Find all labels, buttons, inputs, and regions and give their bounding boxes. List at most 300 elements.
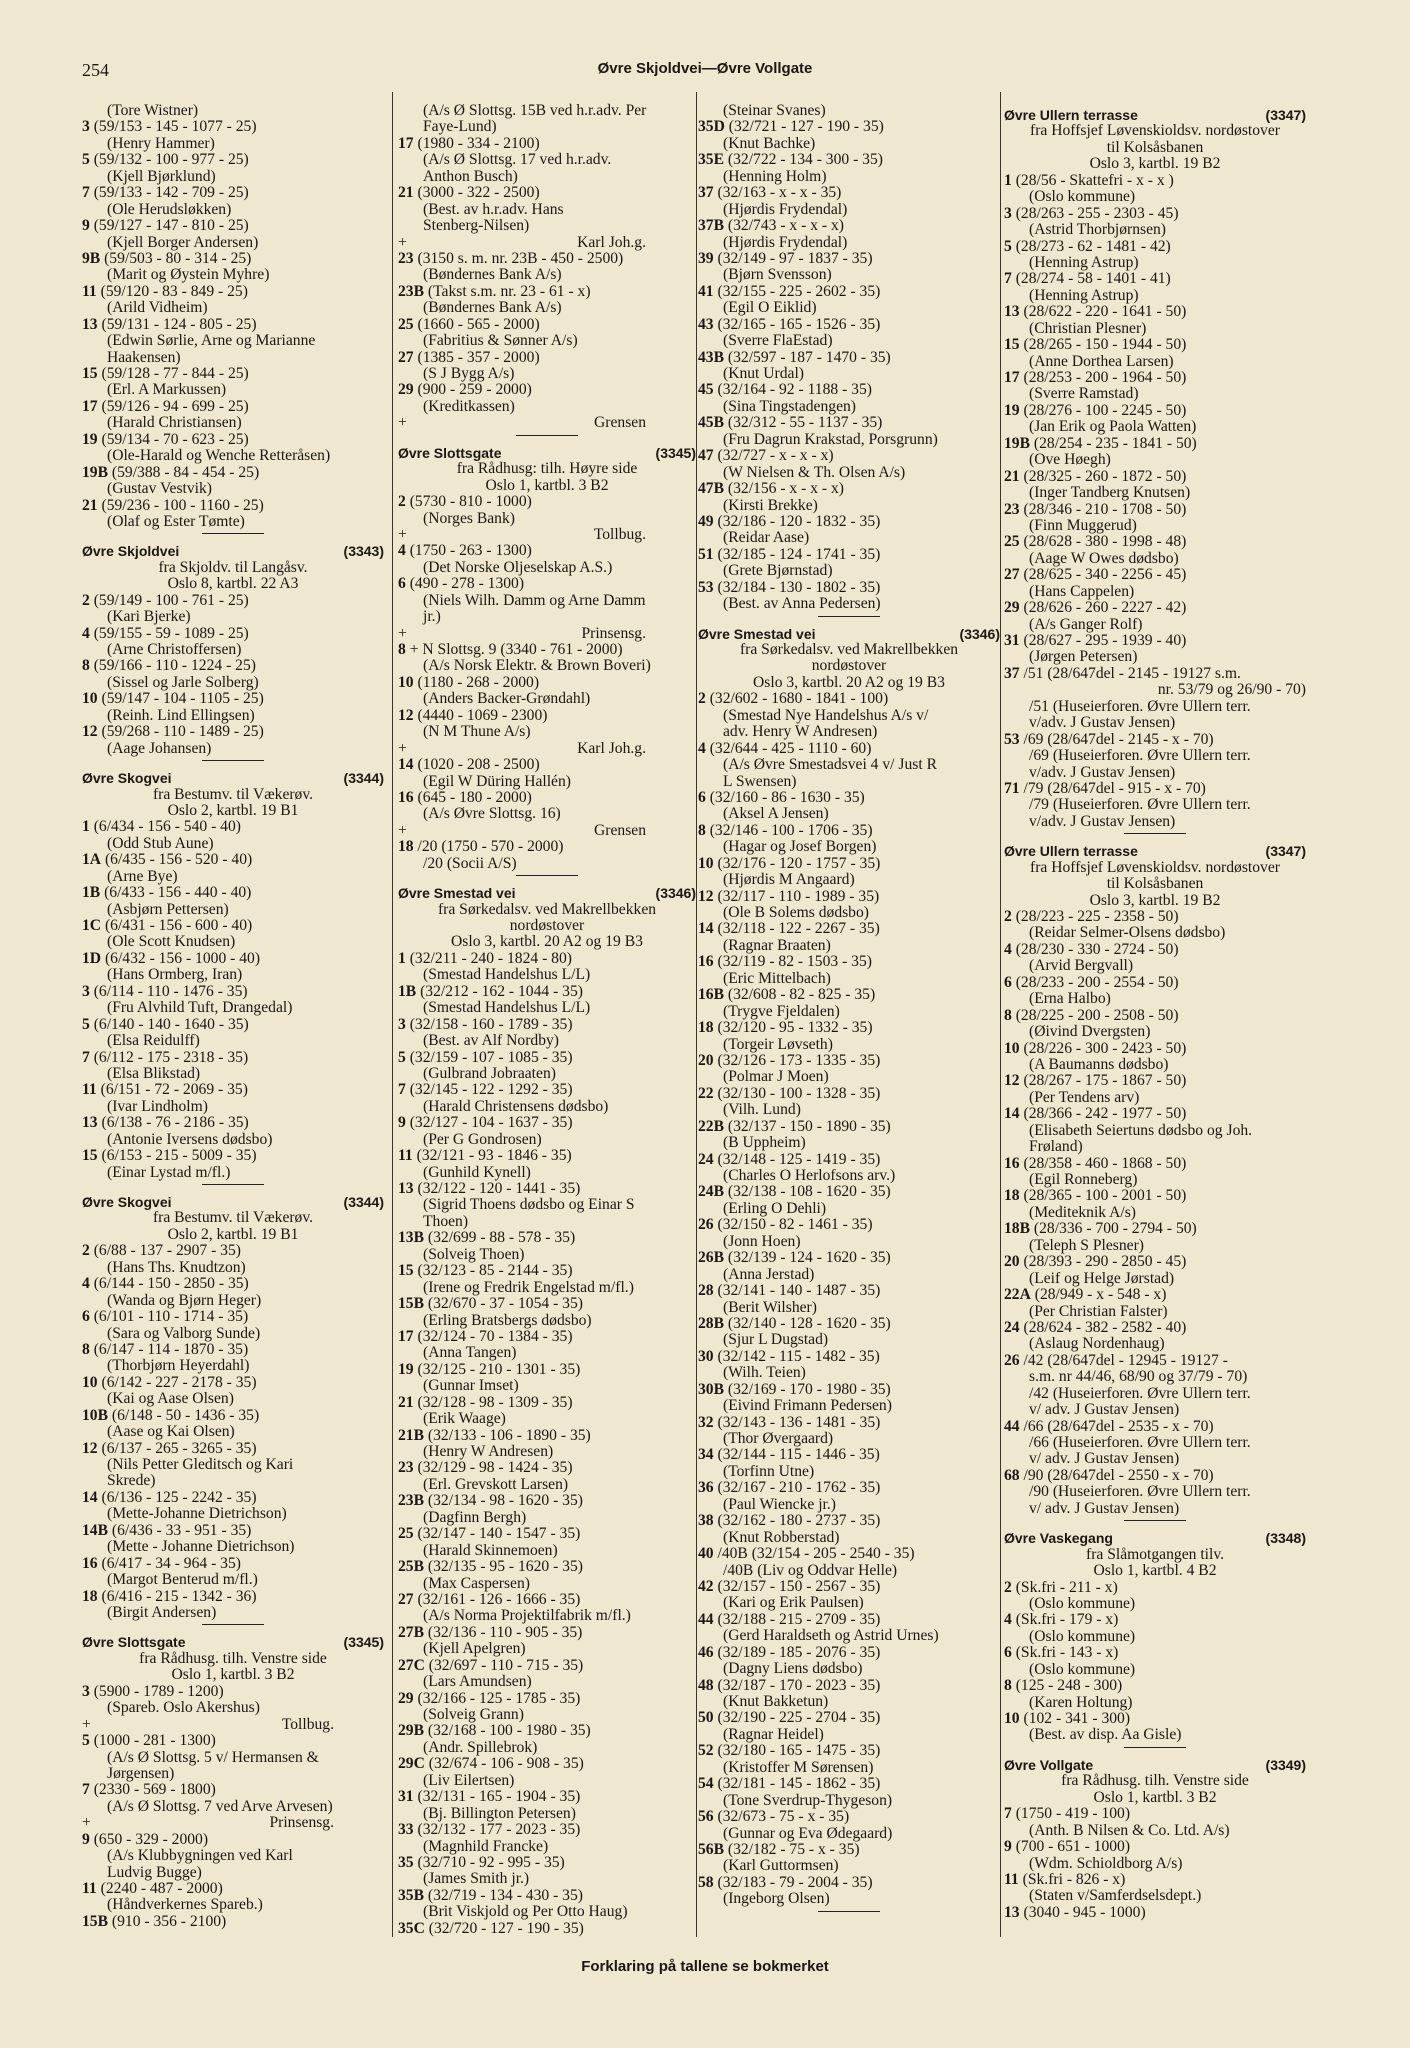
- house-number: 44: [1004, 1418, 1020, 1435]
- property-record: (5900 - 1789 - 1200): [93, 1683, 224, 1700]
- owner-line: v/ adv. J Gustav Jensen): [1029, 1451, 1180, 1468]
- house-number: 58: [698, 1874, 714, 1891]
- owner-line: (Reidar Selmer-Olsens dødsbo): [1029, 925, 1226, 942]
- address-entry: [698, 1776, 1000, 1792]
- owner-line: (Aksel A Jensen): [723, 806, 829, 823]
- address-entry: [82, 1342, 384, 1358]
- address-entry: [698, 1513, 1000, 1529]
- address-entry: [398, 1822, 696, 1838]
- cross-street-name: Grensen: [594, 415, 646, 432]
- street-heading: [398, 885, 696, 901]
- property-record: (28/393 - 290 - 2850 - 45): [1023, 1254, 1187, 1271]
- owner-line: (A/s Ø Slottsg. 15B ved h.r.adv. Per: [423, 103, 647, 119]
- house-number: 18: [698, 1020, 714, 1037]
- house-number: 43: [698, 316, 714, 333]
- property-record: (32/182 - 75 - x - 35): [727, 1841, 860, 1858]
- house-number: 23: [398, 1460, 414, 1477]
- house-number: 2: [82, 1243, 90, 1260]
- owner-line: (N M Thune A/s): [423, 724, 531, 741]
- owner-line: (A/s Ø Slottsg. 7 ved Arve Arvesen): [107, 1798, 333, 1815]
- property-record: (28/627 - 295 - 1939 - 40): [1023, 633, 1187, 650]
- owner-line: (Aslaug Nordenhaug): [1029, 1336, 1165, 1353]
- property-record: (6/416 - 215 - 1342 - 36): [101, 1588, 257, 1605]
- owner-line: (Spareb. Oslo Akershus): [107, 1700, 260, 1717]
- address-entry: [398, 1658, 696, 1674]
- owner-line: (Oslo kommune): [1029, 1595, 1136, 1612]
- property-record: (32/143 - 136 - 1481 - 35): [717, 1414, 881, 1431]
- section-rule: [1124, 1747, 1186, 1748]
- property-record: (6/435 - 156 - 520 - 40): [104, 852, 253, 869]
- owner-line: (Vilh. Lund): [723, 1102, 801, 1119]
- house-number: 37B: [698, 218, 724, 235]
- property-record: (32/312 - 55 - 1137 - 35): [727, 415, 883, 432]
- property-record: (6/147 - 114 - 1870 - 35): [93, 1341, 249, 1358]
- street-name: Øvre Skogvei: [82, 1194, 172, 1211]
- owner-line: (Magnhild Francke): [423, 1838, 549, 1855]
- property-record: (6/436 - 33 - 951 - 35): [111, 1522, 252, 1539]
- address-entry: [698, 1579, 1000, 1595]
- house-number: 30: [698, 1348, 714, 1365]
- property-record: (32/121 - 93 - 1846 - 35): [416, 1148, 572, 1165]
- owner-line: (Karl Guttormsen): [723, 1858, 839, 1875]
- address-entry: [698, 1743, 1000, 1759]
- house-number: 12: [1004, 1073, 1020, 1090]
- house-number: 6: [398, 576, 406, 593]
- owner-line: (Sina Tingstadengen): [723, 398, 856, 415]
- section-rule: [516, 435, 578, 436]
- house-number: 8: [698, 822, 706, 839]
- house-number: 36: [698, 1480, 714, 1497]
- property-record: /66 (28/647del - 2535 - x - 70): [1023, 1418, 1214, 1435]
- address-entry: [698, 547, 1000, 563]
- owner-line: (Marit og Øystein Myhre): [107, 267, 270, 284]
- house-number: 14: [398, 757, 414, 774]
- property-record: (28/226 - 300 - 2423 - 50): [1023, 1040, 1187, 1057]
- house-number: 45: [698, 382, 714, 399]
- cross-street: [398, 823, 696, 839]
- address-entry: [398, 1789, 696, 1805]
- street-description: fra Slåmotgangen tilv.: [1086, 1546, 1224, 1563]
- address-entry: [398, 494, 696, 510]
- street-description: Oslo 3, kartbl. 20 A2 og 19 B3: [451, 934, 643, 951]
- street-description: Oslo 3, kartbl. 19 B2: [1089, 892, 1221, 909]
- house-number: 35D: [698, 119, 725, 136]
- owner-line: (Kirsti Brekke): [723, 497, 818, 514]
- owner-line: (Fabritius & Sønner A/s): [423, 333, 578, 350]
- owner-line: (Aage Johansen): [107, 740, 212, 757]
- address-entry: [82, 1881, 384, 1897]
- property-record: (6/138 - 76 - 2186 - 35): [101, 1115, 249, 1132]
- address-entry: [398, 951, 696, 967]
- house-number: 16: [82, 1555, 98, 1572]
- house-number: 52: [698, 1743, 714, 1760]
- address-entry: [698, 1447, 1000, 1463]
- property-record: (59/388 - 84 - 454 - 25): [111, 464, 260, 481]
- continuation-line: nr. 53/79 og 26/90 - 70): [1157, 682, 1306, 699]
- property-record: (6/151 - 72 - 2069 - 35): [100, 1082, 248, 1099]
- property-record: (125 - 248 - 300): [1015, 1678, 1123, 1695]
- house-number: 20: [698, 1052, 714, 1069]
- owner-line: (Sara og Valborg Sunde): [107, 1325, 261, 1342]
- property-record: (59/127 - 147 - 810 - 25): [93, 218, 249, 235]
- property-record: (32/166 - 125 - 1785 - 35): [417, 1690, 581, 1707]
- house-number: 1D: [82, 950, 102, 967]
- property-record: (28/253 - 200 - 1964 - 50): [1023, 370, 1187, 387]
- property-record: (6/101 - 110 - 1714 - 35): [93, 1309, 249, 1326]
- address-entry: [82, 1082, 384, 1098]
- address-entry: [82, 1490, 384, 1506]
- house-number: 13: [82, 1115, 98, 1132]
- house-number: 29C: [398, 1756, 425, 1773]
- house-number: 8: [82, 658, 90, 675]
- address-entry: [1004, 239, 1306, 255]
- owner-line: (Aage W Owes dødsbo): [1029, 550, 1179, 567]
- address-entry: [698, 185, 1000, 201]
- owner-line: (Knut Bachke): [723, 135, 816, 152]
- plus-sign: +: [398, 526, 407, 543]
- address-entry: [1004, 1678, 1306, 1694]
- house-number: 11: [82, 283, 97, 300]
- house-number: 19: [82, 431, 98, 448]
- owner-line: Ludvig Bugge): [107, 1864, 202, 1881]
- address-entry: [698, 691, 1000, 707]
- owner-line: (Per Christian Falster): [1029, 1303, 1168, 1320]
- property-record: (32/136 - 110 - 905 - 35): [427, 1624, 583, 1641]
- street-description: fra Sørkedalsv. ved Makrellbekken: [437, 901, 657, 918]
- property-record: (32/140 - 128 - 1620 - 35): [727, 1315, 891, 1332]
- address-entry: [698, 954, 1000, 970]
- house-number: 29: [1004, 600, 1020, 617]
- house-number: 3: [1004, 205, 1012, 222]
- owner-line: (Fru Dagrun Krakstad, Porsgrunn): [723, 431, 938, 448]
- house-number: 22: [698, 1085, 714, 1102]
- address-entry: [82, 951, 384, 967]
- house-number: 11: [1004, 1872, 1019, 1888]
- property-record: (32/148 - 125 - 1419 - 35): [717, 1151, 881, 1168]
- street-code: (3346): [959, 625, 1000, 642]
- property-record: (6/433 - 156 - 440 - 40): [104, 885, 252, 902]
- street-name: Øvre Slottsgate: [82, 1634, 186, 1651]
- house-number: 6: [1004, 1645, 1012, 1662]
- house-number: 28B: [698, 1315, 724, 1332]
- owner-line: Faye-Lund): [423, 119, 497, 136]
- column-4: [1004, 103, 1306, 1921]
- owner-line: (Kari Bjerke): [107, 609, 191, 626]
- street-name: Øvre Ullern terrasse: [1004, 843, 1138, 860]
- house-number: 3: [82, 983, 90, 1000]
- address-entry: [82, 885, 384, 901]
- cross-street: [398, 626, 696, 642]
- address-entry: [398, 382, 696, 398]
- address-entry: [398, 1017, 696, 1033]
- address-entry: [1004, 942, 1306, 958]
- property-record: (59/268 - 110 - 1489 - 25): [101, 724, 264, 741]
- address-entry: [82, 918, 384, 934]
- owner-line: L Swensen): [723, 773, 797, 790]
- address-entry: [398, 1526, 696, 1542]
- house-number: 8: [82, 1341, 90, 1358]
- property-record: (32/190 - 225 - 2704 - 35): [717, 1710, 881, 1727]
- address-entry: [698, 1415, 1000, 1431]
- owner-line: (Niels Wilh. Damm og Arne Damm: [423, 592, 646, 609]
- house-number: 1C: [82, 918, 102, 935]
- house-number: 17: [1004, 370, 1020, 387]
- address-entry: [698, 152, 1000, 168]
- property-record: (Sk.fri - 143 - x): [1015, 1645, 1119, 1662]
- owner-line: (Jørgen Petersen): [1029, 649, 1138, 666]
- owner-line: (Gerd Haraldseth og Astrid Urnes): [723, 1628, 939, 1645]
- owner-line: (Håndverkernes Spareb.): [107, 1897, 263, 1914]
- owner-line: /79 (Huseierforen. Øvre Ullern terr.: [1029, 797, 1251, 814]
- property-record: (32/697 - 110 - 715 - 35): [428, 1657, 584, 1674]
- address-entry: [698, 1316, 1000, 1332]
- house-number: 18: [398, 839, 414, 856]
- address-entry: [82, 1115, 384, 1131]
- house-number: 13: [1004, 304, 1020, 321]
- owner-line: (Eric Mittelbach): [723, 970, 831, 987]
- house-number: 16: [1004, 1155, 1020, 1172]
- property-record: (6/140 - 140 - 1640 - 35): [93, 1016, 249, 1033]
- street-description: nordøstover: [509, 918, 585, 935]
- address-entry: [1004, 1156, 1306, 1172]
- owner-line: (Birgit Andersen): [107, 1604, 217, 1621]
- owner-line: (Oslo kommune): [1029, 1628, 1136, 1645]
- owner-line: (Harald Skinnemoen): [423, 1542, 558, 1559]
- owner-line: (Elsa Reidulff): [107, 1033, 200, 1050]
- owner-line: (Smestad Handelshus L/L): [423, 1000, 591, 1017]
- house-number: 23: [398, 250, 414, 267]
- house-number: 21: [1004, 468, 1020, 485]
- owner-line: (Anders Backer-Grøndahl): [423, 691, 591, 708]
- address-entry: [82, 852, 384, 868]
- owner-line: (Gunnar Imset): [423, 1378, 519, 1395]
- address-entry: [1004, 1839, 1306, 1855]
- house-number: 1: [398, 950, 406, 967]
- address-entry: [698, 1283, 1000, 1299]
- house-number: 15B: [398, 1296, 424, 1313]
- house-number: 14: [82, 1489, 98, 1506]
- owner-line: (Hagar og Josef Borgen): [723, 839, 877, 856]
- owner-line: (Thor Øvergaard): [723, 1431, 834, 1448]
- property-record: (900 - 259 - 2000): [417, 382, 532, 399]
- address-entry: [698, 1250, 1000, 1266]
- plus-sign: +: [398, 415, 407, 432]
- house-number: 7: [398, 1082, 406, 1099]
- property-record: (6/88 - 137 - 2907 - 35): [93, 1243, 241, 1260]
- owner-line: (Sigrid Thoens dødsbo og Einar S: [423, 1197, 635, 1214]
- house-number: 35C: [398, 1920, 425, 1937]
- owner-line: (Bjørn Svensson): [723, 267, 832, 284]
- house-number: 35E: [698, 152, 724, 169]
- house-number: 31: [1004, 633, 1020, 650]
- house-number: 27: [398, 1591, 414, 1608]
- owner-line: (Christian Plesner): [1029, 320, 1147, 337]
- owner-line: (Erling Bratsbergs dødsbo): [423, 1312, 592, 1329]
- house-number: 50: [698, 1710, 714, 1727]
- house-number: 5: [398, 1049, 406, 1066]
- house-number: 24B: [698, 1184, 724, 1201]
- property-record: (28/274 - 58 - 1401 - 41): [1015, 271, 1171, 288]
- property-record: (59/133 - 142 - 709 - 25): [93, 185, 249, 202]
- address-entry: [82, 399, 384, 415]
- owner-line: (Torgeir Løvseth): [723, 1036, 833, 1053]
- property-record: (28/346 - 210 - 1708 - 50): [1023, 501, 1187, 518]
- owner-line: v/ adv. J Gustav Jensen): [1029, 1500, 1180, 1517]
- address-entry: [82, 284, 384, 300]
- owner-line: (Mette - Johanne Dietrichson): [107, 1539, 295, 1556]
- owner-line: /51 (Huseierforen. Øvre Ullern terr.: [1029, 698, 1251, 715]
- property-record: (32/181 - 145 - 1862 - 35): [717, 1776, 881, 1793]
- house-number: 1: [1004, 172, 1012, 189]
- property-record: (32/129 - 98 - 1424 - 35): [417, 1460, 573, 1477]
- house-number: 12: [398, 707, 414, 724]
- house-number: 51: [698, 546, 714, 563]
- column-divider: [392, 92, 393, 1937]
- owner-line: (Wilh. Teien): [723, 1365, 806, 1382]
- property-record: (28/358 - 460 - 1868 - 50): [1023, 1155, 1187, 1172]
- address-entry: [82, 1375, 384, 1391]
- property-record: (59/166 - 110 - 1224 - 25): [93, 658, 256, 675]
- address-entry: [698, 317, 1000, 333]
- address-entry: [398, 1296, 696, 1312]
- house-number: 10: [398, 674, 414, 691]
- address-entry: [82, 251, 384, 267]
- address-entry: [398, 1148, 696, 1164]
- address-entry: [1004, 909, 1306, 925]
- address-entry: [82, 1017, 384, 1033]
- owner-line: (A Baumanns dødsbo): [1029, 1056, 1169, 1073]
- house-number: 19: [1004, 402, 1020, 419]
- address-entry: [82, 658, 384, 674]
- owner-line: (Jonn Hoen): [723, 1233, 801, 1250]
- owner-line: (Reidar Aase): [723, 530, 810, 547]
- owner-line: (W Nielsen & Th. Olsen A/s): [723, 464, 906, 481]
- address-entry: [698, 1382, 1000, 1398]
- address-entry: [1004, 633, 1306, 649]
- property-record: (2330 - 569 - 1800): [93, 1782, 216, 1799]
- house-number: 25: [1004, 534, 1020, 551]
- owner-line: (Best. av Anna Pedersen): [723, 596, 881, 613]
- street-heading: [82, 770, 384, 786]
- property-record: (32/128 - 98 - 1309 - 35): [417, 1394, 573, 1411]
- address-entry: [1004, 1353, 1306, 1369]
- property-record: (59/131 - 124 - 805 - 25): [101, 316, 257, 333]
- property-record: (3000 - 322 - 2500): [417, 185, 540, 202]
- address-entry: [1004, 1221, 1306, 1237]
- owner-line: (Wdm. Schioldborg A/s): [1029, 1855, 1183, 1872]
- owner-line: (Ole Scott Knudsen): [107, 934, 236, 951]
- owner-line: (Ove Høegh): [1029, 452, 1111, 469]
- owner-line: (Knut Robberstad): [723, 1529, 840, 1546]
- property-record: (28/628 - 380 - 1998 - 48): [1023, 534, 1187, 551]
- owner-line: Stenberg-Nilsen): [423, 218, 530, 235]
- property-record: (32/159 - 107 - 1085 - 35): [409, 1049, 573, 1066]
- property-record: (1000 - 281 - 1300): [93, 1733, 216, 1750]
- address-entry: [398, 790, 696, 806]
- address-entry: [1004, 1188, 1306, 1204]
- property-record: (28/267 - 175 - 1867 - 50): [1023, 1073, 1187, 1090]
- owner-line: (Tone Sverdrup-Thygeson): [723, 1792, 893, 1809]
- house-number: 15: [398, 1263, 414, 1280]
- house-number: 1: [82, 819, 90, 836]
- address-entry: [398, 1115, 696, 1131]
- house-number: 11: [82, 1082, 97, 1099]
- house-number: 1A: [82, 852, 102, 869]
- house-number: 41: [698, 283, 714, 300]
- address-entry: [398, 1082, 696, 1098]
- address-entry: [82, 317, 384, 333]
- house-number: 7: [82, 185, 90, 202]
- address-entry: [1004, 975, 1306, 991]
- address-entry: [698, 1020, 1000, 1036]
- house-number: 5: [82, 152, 90, 169]
- address-entry: [82, 1782, 384, 1798]
- address-entry: [398, 1691, 696, 1707]
- owner-line: (Hjørdis M Angaard): [723, 872, 855, 889]
- property-record: (28/233 - 200 - 2554 - 50): [1015, 974, 1179, 991]
- street-description: Oslo 1, kartbl. 4 B2: [1093, 1563, 1217, 1580]
- address-entry: [1004, 600, 1306, 616]
- address-entry: [1004, 1320, 1306, 1336]
- address-entry: [398, 708, 696, 724]
- owner-line: (Sverre Ramstad): [1029, 386, 1139, 403]
- property-record: (1750 - 419 - 100): [1015, 1806, 1131, 1823]
- owner-line: (Erling O Dehli): [723, 1200, 827, 1217]
- owner-line: (Steinar Svanes): [723, 103, 826, 119]
- address-entry: [82, 691, 384, 707]
- address-entry: [398, 757, 696, 773]
- house-number: 18: [1004, 1188, 1020, 1205]
- address-entry: [698, 1809, 1000, 1825]
- property-record: (1385 - 357 - 2000): [417, 349, 540, 366]
- property-record: (32/160 - 86 - 1630 - 35): [709, 789, 865, 806]
- property-record: (28/276 - 100 - 2245 - 50): [1023, 402, 1187, 419]
- property-record: (32/602 - 1680 - 1841 - 100): [709, 691, 889, 708]
- owner-line: (Elsa Blikstad): [107, 1065, 201, 1082]
- property-record: (6/136 - 125 - 2242 - 35): [101, 1489, 257, 1506]
- owner-line: (Anth. B Nilsen & Co. Ltd. A/s): [1029, 1822, 1230, 1839]
- house-number: 40: [698, 1546, 714, 1563]
- owner-line: (Egil Ronneberg): [1029, 1172, 1138, 1189]
- property-record: (32/145 - 122 - 1292 - 35): [409, 1082, 573, 1099]
- column-3: [698, 103, 1000, 1921]
- owner-line: (B Uppheim): [723, 1135, 806, 1152]
- owner-line: Jørgensen): [107, 1765, 175, 1782]
- owner-line: (Harald Christensens dødsbo): [423, 1098, 609, 1115]
- house-number: 6: [82, 1309, 90, 1326]
- address-entry: [698, 1152, 1000, 1168]
- street-code: (3348): [1265, 1530, 1306, 1547]
- property-record: (6/144 - 150 - 2850 - 35): [93, 1276, 249, 1293]
- house-number: 54: [698, 1776, 714, 1793]
- house-number: 23B: [398, 283, 424, 300]
- street-code: (3347): [1265, 843, 1306, 860]
- address-entry: [398, 984, 696, 1000]
- owner-line: (A/s Norma Projektilfabrik m/fl.): [423, 1608, 631, 1625]
- street-description: fra Bestumv. til Vækerøv.: [152, 1210, 314, 1227]
- house-number: 14: [698, 921, 714, 938]
- address-entry: [82, 1914, 384, 1930]
- street-heading: [1004, 107, 1306, 123]
- street-heading: [398, 445, 696, 461]
- house-number: 4: [1004, 941, 1012, 958]
- street-description: Oslo 3, kartbl. 19 B2: [1089, 156, 1221, 173]
- address-entry: [398, 1921, 696, 1937]
- owner-line: (Kjell Borger Andersen): [107, 234, 259, 251]
- owner-line: (A/s Ø Slottsg. 17 ved h.r.adv.: [423, 152, 612, 169]
- address-entry: [1004, 1041, 1306, 1057]
- owner-line: (Dagny Liens dødsbo): [723, 1661, 863, 1678]
